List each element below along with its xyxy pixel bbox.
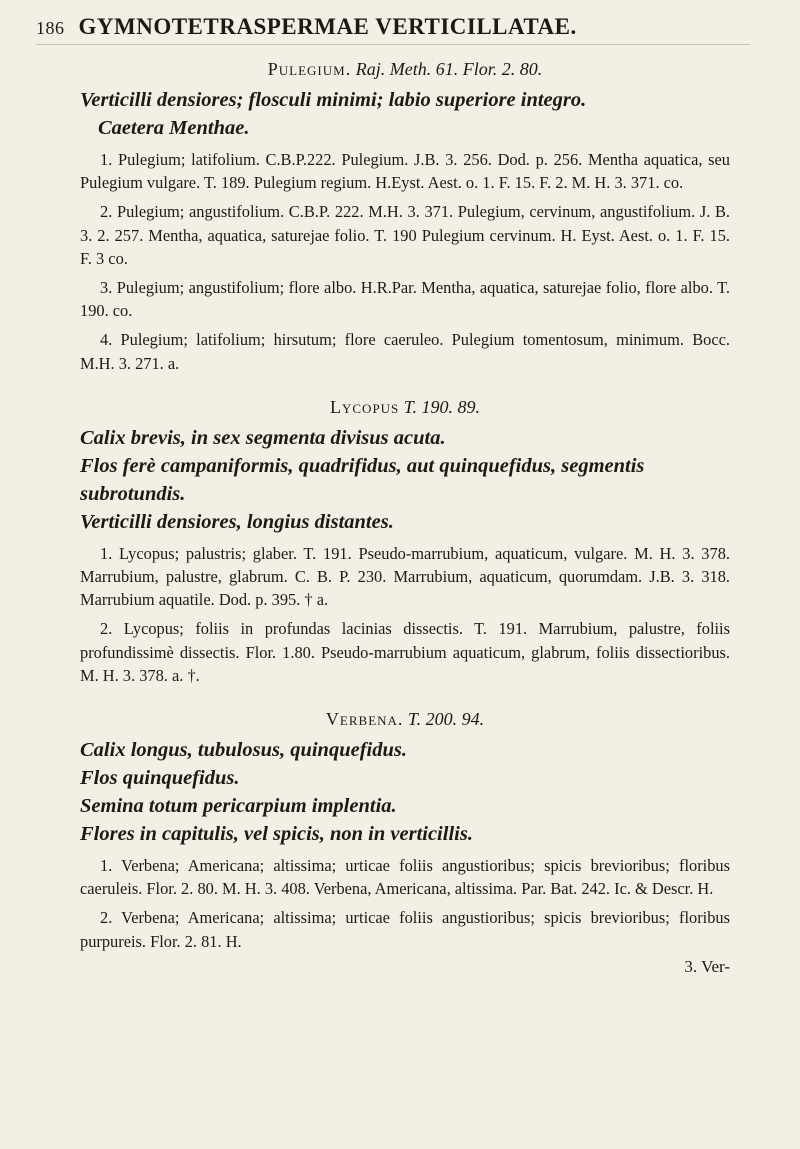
genus-character: Flos ferè campaniformis, quadrifidus, aut quinquefidus, segmentis subrotundis. (80, 454, 645, 505)
species-entry: 1. Pulegium; latifolium. C.B.P.222. Pulegium. J.B. 3. 256. Dod. p. 256. Mentha aquatica, seu Pulegium vulgare. T. 189. Pulegium regium. H.Eyst. Aest. o. 1. F. 15. F. 2. M. H. 3. 371. co. (80, 150, 730, 193)
genus-character: Calix brevis, in sex segmenta divisus acuta. (80, 426, 446, 449)
page-title: GYMNOTETRASPERMAE VERTICILLATAE. (78, 14, 577, 39)
genus-character: Caetera Menthae. (98, 117, 250, 139)
genus-verbena (80, 709, 730, 953)
genus-character: Calix longus, tubulosus, quinquefidus. (80, 739, 407, 762)
genus-character: Flores in capitulis, vel spicis, non in verticillis. (80, 823, 473, 846)
page-number: 186 (36, 18, 65, 38)
species-entry: 2. Pulegium; angustifolium. C.B.P. 222. M.H. 3. 371. Pulegium, cervinum, angustifolium. J. B. 3. 2. 257. Mentha, aquatica, saturejae folio. T. 190 Pulegium cervinum. H. Eyst. Aest. o. 1. F. 15. F. 3 co. (80, 202, 730, 268)
genus-reference: T. 190. 89. (403, 396, 480, 417)
catchword: 3. Ver- (684, 956, 730, 976)
genus-character: Semina totum pericarpium implentia. (80, 795, 397, 818)
species-entry: 2. Lycopus; foliis in profundas lacinias dissectis. T. 191. Marrubium, palustre, foliis profundissimè dissectis. Flor. 1.80. Pseudo-marrubium aquaticum, glabrum, foliis dissectioribus. M. H. 3. 378. a. †. (80, 619, 730, 685)
genus-name: Pulegium. (267, 59, 352, 79)
species-entry: 2. Verbena; Americana; altissima; urticae foliis angustioribus; spicis brevioribus; floribus purpureis. Flor. 2. 81. H. (80, 908, 730, 951)
genus-heading (80, 59, 730, 80)
running-header (36, 14, 730, 40)
genus-character: Flos quinquefidus. (80, 767, 240, 790)
genus-character: Verticilli densiores; flosculi minimi; labio superiore integro. (80, 89, 587, 111)
species-entry: 1. Verbena; Americana; altissima; urticae foliis angustioribus; spicis brevioribus; floribus caeruleis. Flor. 2. 80. M. H. 3. 408. Verbena, Americana, altissima. Par. Bat. 242. Ic. & Descr. H. (80, 856, 730, 899)
genus-heading (80, 397, 730, 418)
species-entry: 3. Pulegium; angustifolium; flore albo. H.R.Par. Mentha, aquatica, saturejae folio, flore albo. T. 190. co. (80, 278, 730, 321)
genus-character: Verticilli densiores, longius distantes. (80, 510, 394, 533)
genus-pulegium (80, 59, 730, 375)
genus-name: Lycopus (330, 396, 400, 417)
genus-heading (80, 709, 730, 730)
genus-lycopus (80, 397, 730, 687)
genus-reference: T. 200. 94. (407, 709, 485, 730)
header-rule (36, 44, 750, 45)
species-entry: 4. Pulegium; latifolium; hirsutum; flore caeruleo. Pulegium tomentosum, minimum. Bocc. M.H. 3. 271. a. (80, 330, 730, 373)
species-entry: 1. Lycopus; palustris; glaber. T. 191. Pseudo-marrubium, aquaticum, vulgare. M. H. 3. 378. Marrubium, palustre, glabrum. C. B. P. 230. Marrubium, aquaticum, quorumdam. J.B. 3. 318. Marrubium aquatile. Dod. p. 395. † a. (80, 543, 730, 610)
genus-name: Verbena. (325, 709, 404, 730)
genus-reference: Raj. Meth. 61. Flor. 2. 80. (355, 59, 543, 79)
